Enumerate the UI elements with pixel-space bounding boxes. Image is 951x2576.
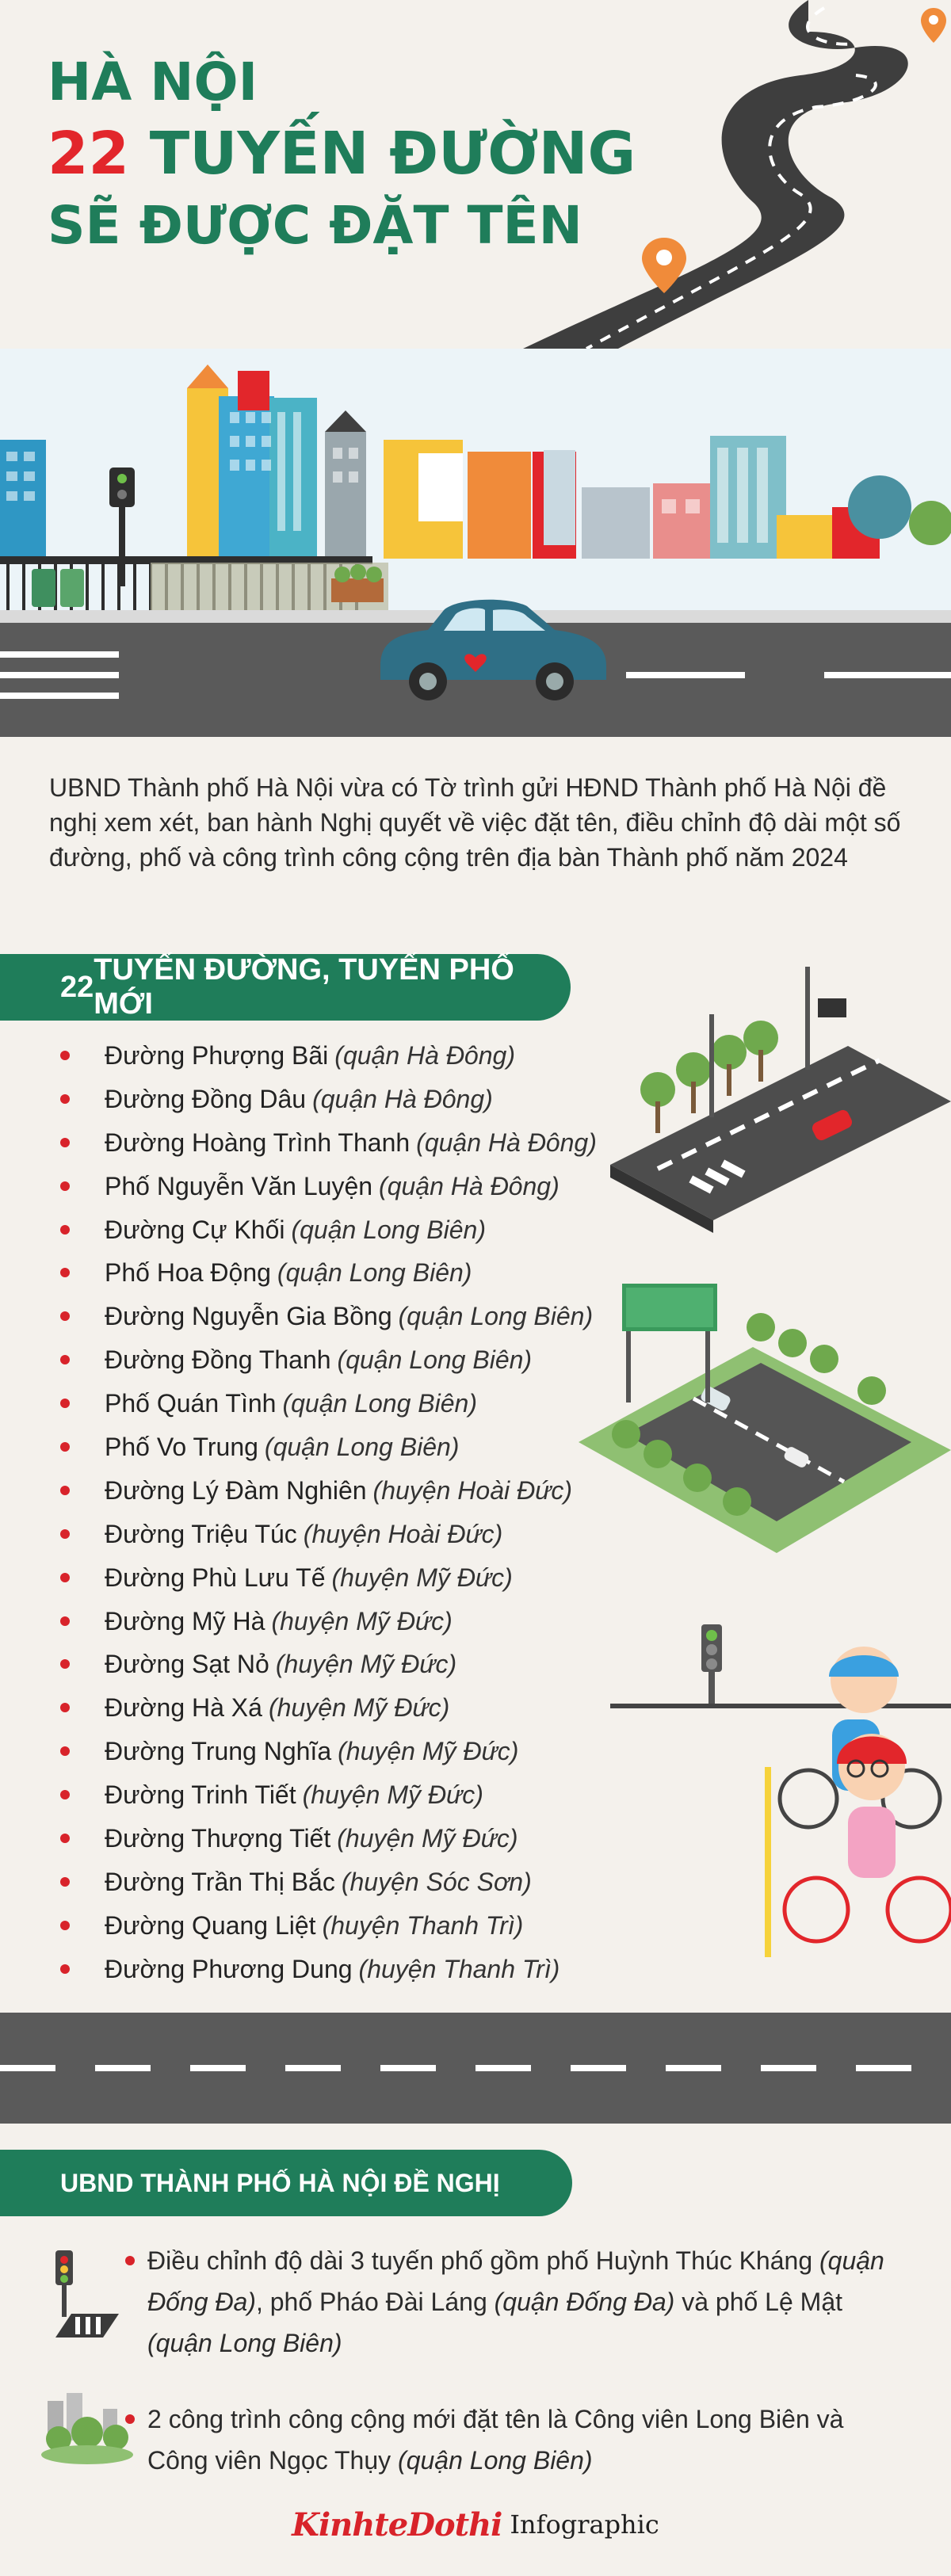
bullet-icon bbox=[60, 1311, 70, 1321]
street-district: (quận Hà Đông) bbox=[334, 1040, 515, 1070]
street-list-item bbox=[55, 1165, 626, 1208]
street-district: (huyện Mỹ Đức) bbox=[338, 1737, 519, 1766]
bullet-icon bbox=[60, 1094, 70, 1104]
street-district: (huyện Mỹ Đức) bbox=[268, 1693, 450, 1723]
street-district: (quận Long Biên) bbox=[277, 1258, 472, 1288]
street-name: Đường Hoàng Trình Thanh bbox=[105, 1128, 411, 1157]
street-list bbox=[55, 1034, 626, 1991]
title-number: 22 bbox=[48, 120, 129, 188]
street-district: (huyện Hoài Đức) bbox=[303, 1519, 503, 1548]
street-list-item bbox=[55, 1513, 626, 1556]
street-district: (quận Long Biên) bbox=[291, 1215, 486, 1244]
street-list-item bbox=[55, 1121, 626, 1165]
bullet-icon bbox=[60, 1442, 70, 1452]
street-district: (huyện Mỹ Đức) bbox=[271, 1606, 453, 1635]
title-line-3: SẼ ĐƯỢC ĐẶT TÊN bbox=[48, 195, 582, 256]
highway-overpass-illustration bbox=[579, 1284, 951, 1577]
street-name: Đường Sạt Nỏ bbox=[105, 1650, 269, 1679]
street-list-item bbox=[55, 1208, 626, 1252]
bullet-icon bbox=[60, 1138, 70, 1147]
proposal-2-district: (quận Long Biên) bbox=[398, 2446, 593, 2475]
bullet-icon bbox=[60, 1616, 70, 1626]
street-district: (huyện Thanh Trì) bbox=[358, 1954, 560, 1983]
title-line-1: HÀ NỘI bbox=[48, 52, 258, 113]
street-name: Đường Trung Nghĩa bbox=[105, 1737, 332, 1766]
bullet-icon bbox=[60, 1399, 70, 1408]
street-district: (huyện Mỹ Đức) bbox=[331, 1563, 513, 1592]
street-name: Đường Phương Dung bbox=[105, 1954, 353, 1983]
crosswalk-traffic-light-icon bbox=[40, 2250, 127, 2337]
bullet-icon bbox=[60, 1573, 70, 1582]
street-district: (huyện Mỹ Đức) bbox=[337, 1823, 518, 1853]
street-name: Đường Thượng Tiết bbox=[105, 1823, 331, 1853]
road-divider-illustration bbox=[0, 2013, 951, 2124]
section-banner-number: 22 bbox=[60, 970, 94, 1004]
street-name: Đường Quang Liệt bbox=[105, 1910, 316, 1940]
street-district: (quận Hà Đông) bbox=[416, 1128, 597, 1157]
location-pin-icon-small bbox=[921, 8, 946, 43]
proposal-1-district-3: (quận Long Biên) bbox=[147, 2329, 342, 2357]
city-street-illustration bbox=[0, 349, 951, 737]
brand-logo: KinhteDothi bbox=[292, 2505, 502, 2544]
street-district: (quận Long Biên) bbox=[398, 1302, 594, 1331]
street-district: (quận Long Biên) bbox=[282, 1389, 477, 1418]
street-list-item bbox=[55, 1556, 626, 1600]
street-list-item bbox=[55, 1034, 626, 1078]
street-name: Đường Đồng Dâu bbox=[105, 1084, 307, 1113]
bullet-icon bbox=[60, 1746, 70, 1756]
street-name: Đường Cự Khối bbox=[105, 1215, 285, 1244]
road-intersection-illustration bbox=[610, 967, 951, 1236]
street-list-item bbox=[55, 1686, 626, 1730]
header bbox=[0, 0, 951, 349]
street-list-item bbox=[55, 1643, 626, 1686]
street-list-item bbox=[55, 1295, 626, 1338]
footer bbox=[0, 2501, 951, 2548]
street-name: Đường Triệu Túc bbox=[105, 1519, 297, 1548]
bullet-icon bbox=[125, 2414, 135, 2424]
brand-subtitle: Infographic bbox=[510, 2509, 659, 2540]
street-name: Phố Quán Tình bbox=[105, 1389, 277, 1418]
street-list-item bbox=[55, 1251, 626, 1295]
bullet-icon bbox=[125, 2256, 135, 2265]
street-list-item bbox=[55, 1904, 626, 1948]
title-line-2-text: TUYẾN ĐƯỜNG bbox=[128, 120, 636, 188]
section-banner-new-streets bbox=[0, 954, 571, 1021]
section-banner-proposals: UBND THÀNH PHỐ HÀ NỘI ĐỀ NGHỊ bbox=[0, 2150, 572, 2216]
bullet-icon bbox=[60, 1529, 70, 1539]
bullet-icon bbox=[60, 1834, 70, 1843]
street-name: Đường Nguyễn Gia Bồng bbox=[105, 1302, 392, 1331]
proposal-1-text-3: và phố Lệ Mật bbox=[674, 2288, 842, 2316]
street-district: (huyện Mỹ Đức) bbox=[302, 1780, 483, 1810]
street-list-item bbox=[55, 1817, 626, 1860]
bullet-icon bbox=[60, 1877, 70, 1887]
bullet-icon bbox=[60, 1659, 70, 1669]
street-name: Đường Lý Đàm Nghiên bbox=[105, 1475, 367, 1505]
park-icon bbox=[40, 2393, 135, 2464]
street-district: (quận Hà Đông) bbox=[379, 1171, 560, 1200]
bullet-icon bbox=[60, 1225, 70, 1235]
street-list-item bbox=[55, 1425, 626, 1469]
street-list-item bbox=[55, 1860, 626, 1904]
street-list-item bbox=[55, 1773, 626, 1817]
street-district: (huyện Thanh Trì) bbox=[322, 1910, 524, 1940]
cyclists-traffic-light-illustration bbox=[610, 1624, 951, 1957]
bullet-icon bbox=[60, 1486, 70, 1495]
intro-paragraph: UBND Thành phố Hà Nội vừa có Tờ trình gửi HĐND Thành phố Hà Nội đề nghị xem xét, ban hành Nghị quyết về việc đặt tên, điều chỉnh độ dài một số đường, phố và công trình công cộng trên địa bàn Thành phố năm 2024 bbox=[49, 773, 901, 872]
street-name: Phố Hoa Động bbox=[105, 1258, 271, 1288]
street-list-item bbox=[55, 1338, 626, 1382]
bullet-icon bbox=[60, 1964, 70, 1974]
street-district: (quận Long Biên) bbox=[337, 1345, 533, 1375]
street-list-item bbox=[55, 1948, 626, 1991]
street-name: Đường Mỹ Hà bbox=[105, 1606, 265, 1635]
street-name: Đường Hà Xá bbox=[105, 1693, 262, 1723]
bullet-icon bbox=[60, 1355, 70, 1364]
proposal-1-text: Điều chỉnh độ dài 3 tuyến phố gồm phố Huỳnh Thúc Kháng bbox=[147, 2246, 819, 2275]
bullet-icon bbox=[60, 1181, 70, 1191]
bullet-icon bbox=[60, 1703, 70, 1712]
street-name: Phố Nguyễn Văn Luyện bbox=[105, 1171, 373, 1200]
proposal-1-district-1: (quận Đống Đa) bbox=[147, 2246, 884, 2316]
street-district: (quận Long Biên) bbox=[264, 1432, 460, 1461]
street-list-item bbox=[55, 1600, 626, 1643]
street-district: (huyện Hoài Đức) bbox=[372, 1475, 573, 1505]
street-list-item bbox=[55, 1382, 626, 1425]
bullet-icon bbox=[60, 1790, 70, 1799]
street-district: (huyện Mỹ Đức) bbox=[275, 1650, 457, 1679]
street-name: Đường Phù Lưu Tế bbox=[105, 1563, 326, 1592]
street-name: Đường Trinh Tiết bbox=[105, 1780, 296, 1810]
street-list-item bbox=[55, 1078, 626, 1121]
street-list-item bbox=[55, 1730, 626, 1773]
street-list-item bbox=[55, 1469, 626, 1513]
street-district: (huyện Sóc Sơn) bbox=[341, 1867, 532, 1896]
cyclist-girl-icon bbox=[785, 1734, 951, 1941]
title-line-2 bbox=[48, 116, 636, 192]
bullet-icon bbox=[60, 1921, 70, 1930]
street-name: Đường Đồng Thanh bbox=[105, 1345, 331, 1375]
street-name: Đường Phượng Bãi bbox=[105, 1040, 329, 1070]
proposal-2-text: 2 công trình công cộng mới đặt tên là Công viên Long Biên và Công viên Ngọc Thụy bbox=[147, 2405, 844, 2475]
proposal-1-text-2: , phố Pháo Đài Láng bbox=[255, 2288, 495, 2316]
bullet-icon bbox=[60, 1268, 70, 1277]
bullet-icon bbox=[60, 1051, 70, 1060]
proposal-item-2 bbox=[147, 2399, 900, 2481]
proposal-item-1 bbox=[147, 2240, 900, 2364]
page-title bbox=[48, 49, 636, 260]
street-name: Phố Vo Trung bbox=[105, 1432, 258, 1461]
street-name: Đường Trần Thị Bắc bbox=[105, 1867, 335, 1896]
proposal-1-district-2: (quận Đống Đa) bbox=[494, 2288, 675, 2316]
section-banner-title: TUYẾN ĐƯỜNG, TUYẾN PHỐ MỚI bbox=[94, 953, 514, 1021]
street-district: (quận Hà Đông) bbox=[312, 1084, 493, 1113]
